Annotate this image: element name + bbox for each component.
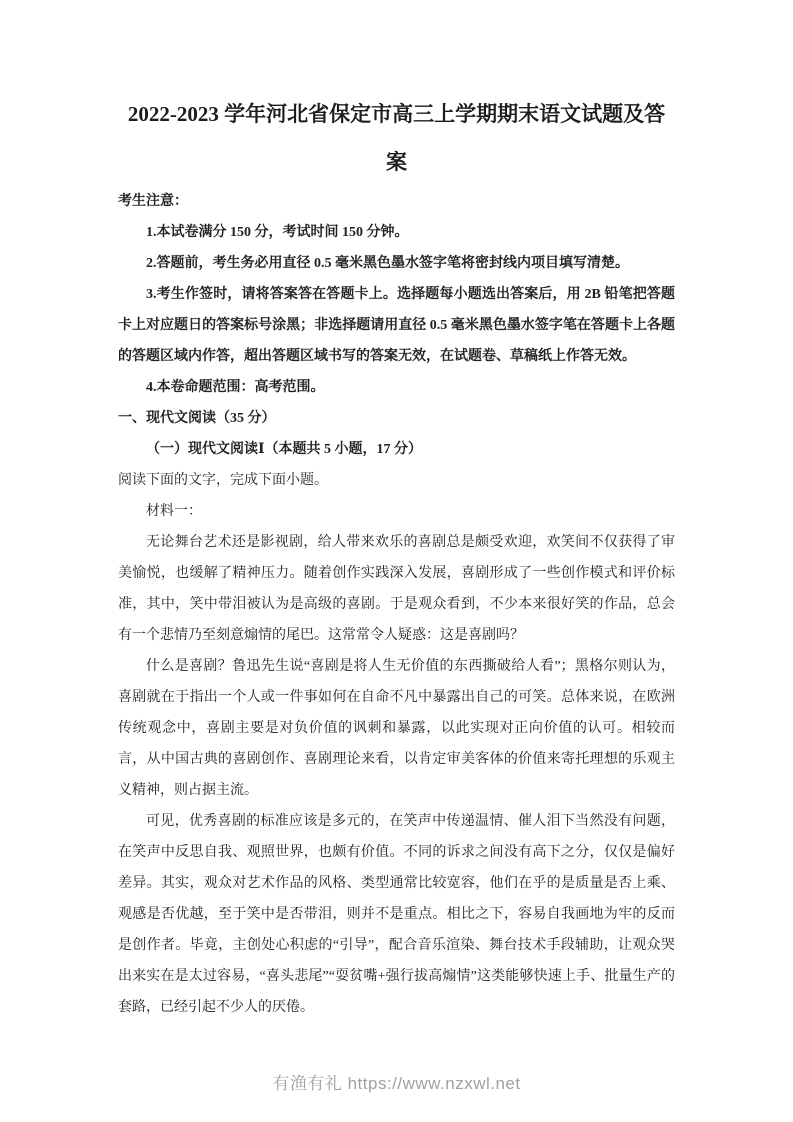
section-heading: 一、现代文阅读（35 分）: [118, 411, 276, 426]
notice-item-2: 2.答题前，考生务必用直径 0.5 毫米黑色墨水签字笔将密封线内项目填写清楚。: [146, 256, 629, 271]
reading-instruction: 阅读下面的文字，完成下面小题。: [118, 473, 328, 488]
material-paragraph-2: 什么是喜剧？鲁迅先生说“喜剧是将人生无价值的东西撕破给人看”；黑格尔则认为，喜剧就在于指出一个人或一件事如何在自命不凡中暴露出自己的可笑。总体来说，在欧洲传统观念中，喜剧主要是对负价值的讽刺和暴露，以此实现对正向价值的认可。相较而言，从中国古典的喜剧创作、喜剧理论来看，以肯定审美客体的价值来寄托理想的乐观主义精神，则占据主流。: [118, 659, 675, 798]
material-paragraph-1: 无论舞台艺术还是影视剧，给人带来欢乐的喜剧总是颇受欢迎，欢笑间不仅获得了审美愉悦，也缓解了精神压力。随着创作实践深入发展，喜剧形成了一些创作模式和评价标准，其中，笑中带泪被认为是高级的喜剧。于是观众看到，不少本来很好笑的作品，总会有一个悲情乃至刻意煽情的尾巴。这常常令人疑惑：这是喜剧吗？: [118, 535, 675, 643]
subsection-heading: （一）现代文阅读Ⅰ（本题共 5 小题，17 分）: [146, 442, 423, 457]
page-title: 2022-2023 学年河北省保定市高三上学期期末语文试题及答案: [127, 102, 666, 174]
notice-item-4: 4.本卷命题范围：高考范围。: [146, 380, 325, 395]
notice-item-1: 1.本试卷满分 150 分，考试时间 150 分钟。: [146, 225, 409, 240]
material-label: 材料一：: [146, 504, 202, 519]
notice-item-3: 3.考生作签时，请将答案答在答题卡上。选择题每小题选出答案后，用 2B 铅笔把答题卡上对应题日的答案标号涂黑；非选择题请用直径 0.5 毫米黑色墨水签字笔在答题卡上各题的答题区域内作答，超出答题区域书写的答案无效，在试题卷、草稿纸上作答无效。: [118, 287, 675, 364]
document-content: [118, 0, 675, 1023]
footer-watermark: 有渔有礼 https://www.nzxwl.net: [272, 1074, 521, 1093]
material-paragraph-3: 可见，优秀喜剧的标准应该是多元的，在笑声中传递温情、催人泪下当然没有问题，在笑声中反思自我、观照世界，也颇有价值。不同的诉求之间没有高下之分，仅仅是偏好差异。其实，观众对艺术作品的风格、类型通常比较宽容，他们在乎的是质量是否上乘、观感是否优越，至于笑中是否带泪，则并不是重点。相比之下，容易自我画地为牢的反而是创作者。毕竟，主创处心积虑的“引导”，配合音乐渲染、舞台技术手段辅助，让观众哭出来实在是太过容易，“喜头悲尾”“耍贫嘴+强行拔高煽情”这类能够快速上手、批量生产的套路，已经引起不少人的厌倦。: [118, 814, 675, 1015]
document-body: [118, 186, 675, 1023]
notice-heading: 考生注意：: [118, 194, 188, 209]
